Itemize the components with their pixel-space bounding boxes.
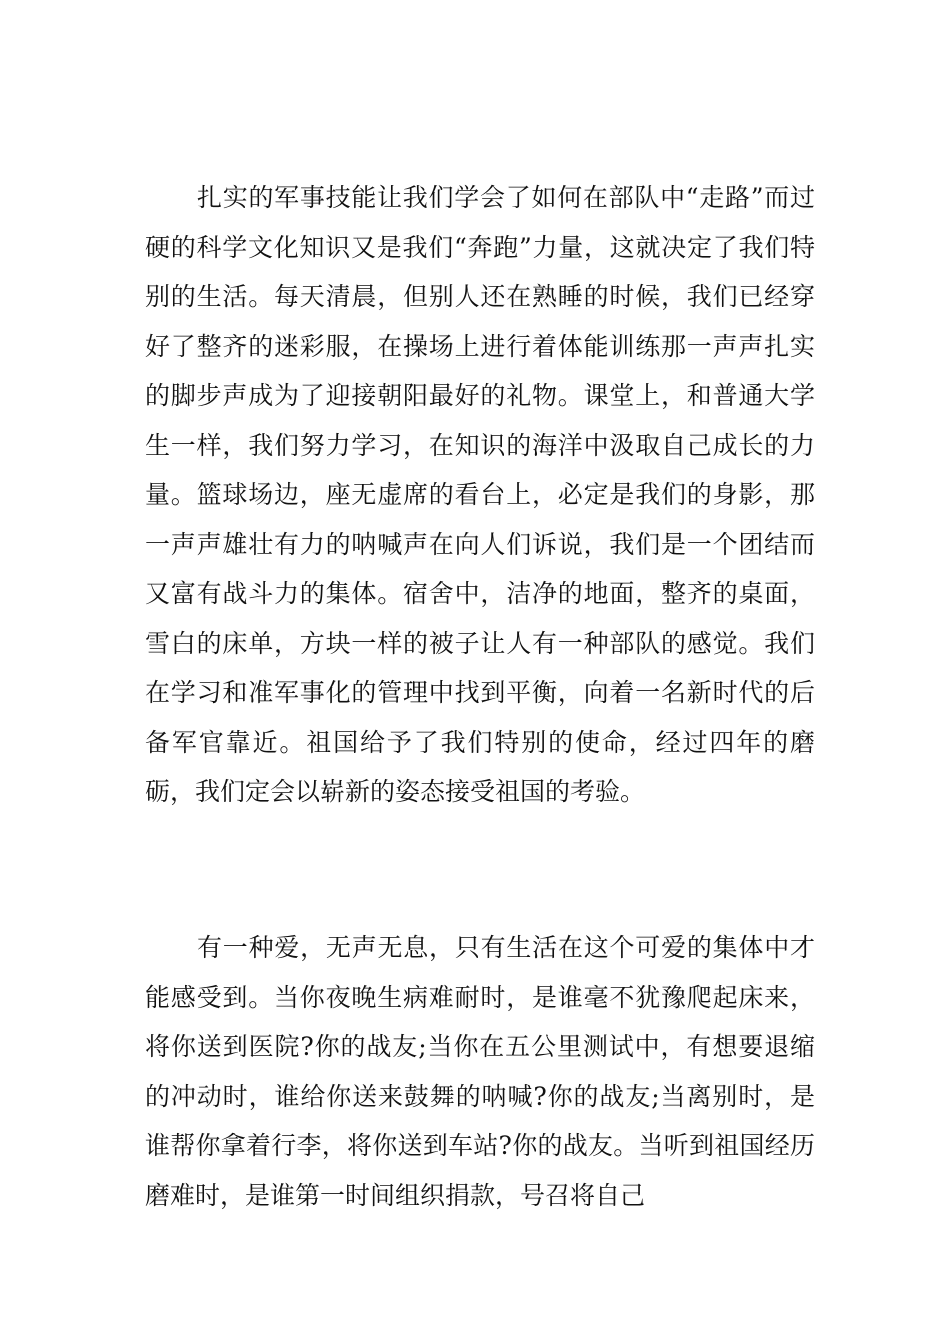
body-paragraph-2: 有一种爱，无声无息，只有生活在这个可爱的集体中才能感受到。当你夜晚生病难耐时，是谁毫不犹豫爬起床来，将你送到医院?你的战友;当你在五公里测试中，有想要退缩的冲动时，谁给你送来鼓舞的呐喊?你的战友;当离别时，是谁帮你拿着行李，将你送到车站?你的战友。当听到祖国经历磨难时，是谁第一时间组织捐款，号召将自己 — [145, 933, 815, 1210]
body-paragraph-1: 扎实的军事技能让我们学会了如何在部队中“走路”而过硬的科学文化知识又是我们“奔跑”力量，这就决定了我们特别的生活。每天清晨，但别人还在熟睡的时候，我们已经穿好了整齐的迷彩服，在操场上进行着体能训练那一声声扎实的脚步声成为了迎接朝阳最好的礼物。课堂上，和普通大学生一样，我们努力学习，在知识的海洋中汲取自己成长的力量。篮球场边，座无虚席的看台上，必定是我们的身影，那一声声雄壮有力的呐喊声在向人们诉说，我们是一个团结而又富有战斗力的集体。宿舍中，洁净的地面，整齐的桌面，雪白的床单，方块一样的被子让人有一种部队的感觉。我们在学习和准军事化的管理中找到平衡，向着一名新时代的后备军官靠近。祖国给予了我们特别的使命，经过四年的磨砺，我们定会以崭新的姿态接受祖国的考验。 — [145, 183, 815, 806]
